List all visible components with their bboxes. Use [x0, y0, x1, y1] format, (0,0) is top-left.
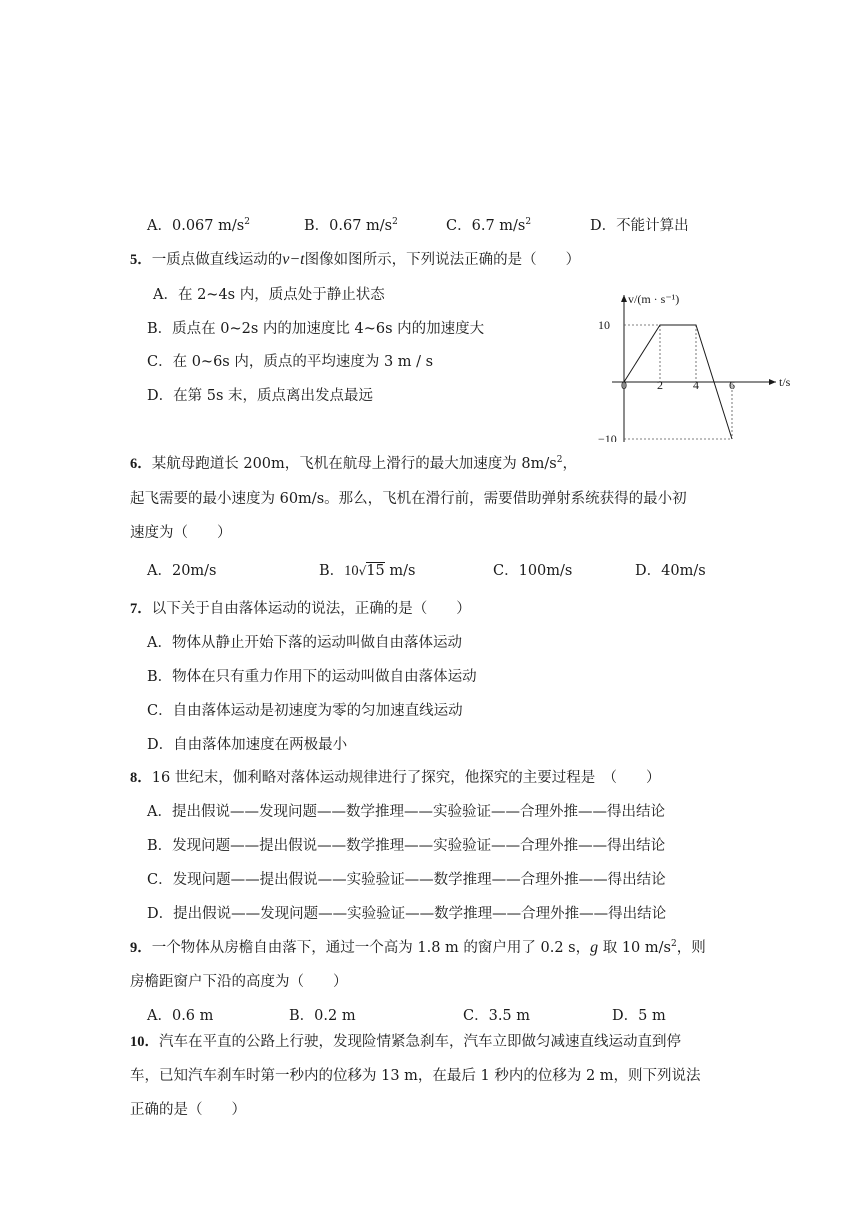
- q10-line1: 10．汽车在平直的公路上行驶，发现险情紧急刹车，汽车立即做匀减速直线运动直到停: [130, 1034, 681, 1050]
- q4-option-a: A．0.067 $m/s^2$: [147, 217, 250, 234]
- q8-number: 8．: [130, 770, 152, 786]
- q9-option-d: D．5 m: [612, 1008, 666, 1024]
- q6-option-a: A．20m/s: [147, 563, 217, 579]
- q5-number: 5．: [130, 252, 152, 268]
- q4-option-d: D．不能计算出: [590, 218, 689, 234]
- q7-stem: 7．以下关于自由落体运动的说法，正确的是（ ）: [130, 601, 471, 617]
- q6-option-c: C．100m/s: [493, 563, 573, 579]
- q9-line2: 房檐距窗户下沿的高度为（ ）: [130, 974, 348, 990]
- q8-option-a: A．提出假说——发现问题——数学推理——实验验证——合理外推——得出结论: [147, 804, 665, 820]
- q6-line2: 起飞需要的最小速度为 60m/s。那么，飞机在滑行前，需要借助弹射系统获得的最小初: [130, 491, 687, 507]
- q6-line1: 6．某航母跑道长 200m，飞机在航母上滑行的最大加速度为 $8m/s^2$，: [130, 455, 577, 472]
- q4-option-c: C．6.7 $m/s^2$: [446, 217, 532, 234]
- vt-chart: [596, 282, 801, 442]
- q9-option-b: B．0.2 m: [289, 1008, 356, 1024]
- q7-option-a: A．物体从静止开始下落的运动叫做自由落体运动: [147, 635, 462, 651]
- x-axis-arrow: [769, 379, 776, 385]
- q8-option-c: C．发现问题——提出假说——实验验证——数学推理——合理外推——得出结论: [147, 872, 666, 888]
- q10-number: 10．: [130, 1034, 159, 1050]
- x-tick-label-2: 2: [657, 377, 663, 392]
- q10-line2: 车，已知汽车刹车时第一秒内的位移为 13 m，在最后 1 秒内的位移为 2 m，则下列说法: [130, 1068, 701, 1084]
- q8-option-d: D．提出假说——发现问题——实验验证——数学推理——合理外推——得出结论: [147, 906, 667, 922]
- y-axis-label: v/(m · s⁻¹): [628, 292, 680, 306]
- x-tick-label-0: 0: [621, 377, 627, 392]
- q10-line3: 正确的是（ ）: [130, 1102, 246, 1118]
- q6-option-d: D．40m/s: [635, 563, 706, 579]
- x-tick-label-6: 6: [729, 377, 735, 392]
- q9-number: 9．: [130, 940, 152, 956]
- q5-option-c: C．在 0~6s 内，质点的平均速度为 3 m / s: [147, 354, 434, 370]
- q9-option-a: A．0.6 m: [147, 1008, 214, 1024]
- q4-option-b: B．0.67 $m/s^2$: [304, 217, 398, 234]
- q8-stem: 8．16 世纪末，伽利略对落体运动规律进行了探究，他探究的主要过程是 （ ）: [130, 770, 661, 786]
- q6-option-b: B．10√15 m/s: [319, 563, 416, 579]
- q6-line3: 速度为（ ）: [130, 525, 232, 541]
- q7-option-b: B．物体在只有重力作用下的运动叫做自由落体运动: [147, 669, 477, 685]
- q5-option-a: A．在 2~4s 内，质点处于静止状态: [153, 287, 385, 303]
- y-tick-label-0: 10: [598, 318, 610, 332]
- q5-option-d: D．在第 5s 末，质点离出发点最远: [147, 388, 374, 404]
- q8-option-b: B．发现问题——提出假说——数学推理——实验验证——合理外推——得出结论: [147, 838, 666, 854]
- x-tick-label-4: 4: [693, 377, 699, 392]
- q9-option-c: C．3.5 m: [463, 1008, 531, 1024]
- y-axis-arrow: [621, 295, 627, 302]
- x-axis-label: t/s: [779, 375, 791, 389]
- q5-option-b: B．质点在 0~2s 内的加速度比 4~6s 内的加速度大: [147, 321, 485, 337]
- q5-stem: 5．一质点做直线运动的v−t图像如图所示，下列说法正确的是（ ）: [130, 251, 581, 268]
- q7-option-c: C．自由落体运动是初速度为零的匀加速直线运动: [147, 703, 463, 719]
- y-tick-label-1: −10: [598, 432, 617, 442]
- q9-line1: 9．一个物体从房檐自由落下，通过一个高为 1.8 m 的窗户用了 0.2 s，g 取 10 $m/s^2$，则: [130, 939, 706, 956]
- q7-number: 7．: [130, 601, 152, 617]
- q6-number: 6．: [130, 456, 152, 472]
- q7-option-d: D．自由落体加速度在两极最小: [147, 737, 348, 753]
